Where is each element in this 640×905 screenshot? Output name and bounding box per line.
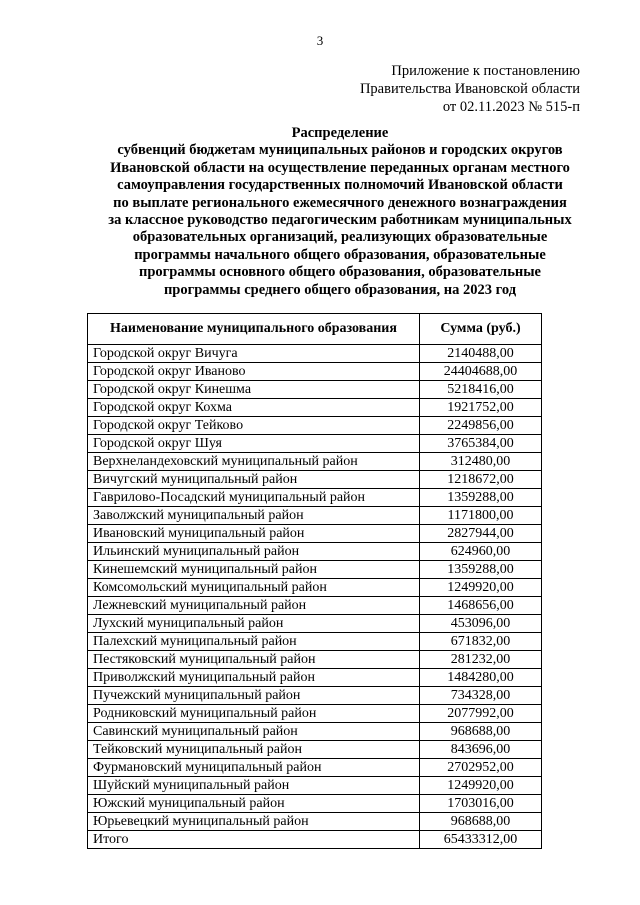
table-row [88, 705, 542, 723]
amount-value: 2077992,00 [420, 705, 542, 723]
municipality-name: Городской округ Тейково [88, 417, 420, 435]
table-row [88, 741, 542, 759]
municipality-name: Пучежский муниципальный район [88, 687, 420, 705]
amount-value: 671832,00 [420, 633, 542, 651]
amount-value: 1171800,00 [420, 507, 542, 525]
amount-value: 1218672,00 [420, 471, 542, 489]
heading-line: образовательных организаций, реализующих образовательные [132, 229, 548, 246]
table-row [88, 471, 542, 489]
appendix-line-2: Правительства Ивановской области [359, 81, 580, 97]
table-row [88, 687, 542, 705]
municipality-name: Гаврилово-Посадский муниципальный район [88, 489, 420, 507]
municipality-name: Шуйский муниципальный район [88, 777, 420, 795]
table-row [88, 363, 542, 381]
table-row [88, 561, 542, 579]
amount-value: 312480,00 [420, 453, 542, 471]
heading-line: программы основного общего образования, образовательные [139, 264, 541, 281]
amount-value: 1921752,00 [420, 399, 542, 417]
amount-value: 968688,00 [420, 723, 542, 741]
table-row [88, 453, 542, 471]
municipality-name: Палехский муниципальный район [88, 633, 420, 651]
table-row [88, 543, 542, 561]
amount-value: 2702952,00 [420, 759, 542, 777]
amount-value: 281232,00 [420, 651, 542, 669]
amount-value: 65433312,00 [420, 831, 542, 849]
table-row [88, 651, 542, 669]
table-row [88, 345, 542, 363]
table-row [88, 381, 542, 399]
municipality-name: Лежневский муниципальный район [88, 597, 420, 615]
amount-value: 1484280,00 [420, 669, 542, 687]
municipality-name: Ивановский муниципальный район [88, 525, 420, 543]
amount-value: 968688,00 [420, 813, 542, 831]
municipality-name: Пестяковский муниципальный район [88, 651, 420, 669]
amount-value: 1249920,00 [420, 777, 542, 795]
amount-value: 734328,00 [420, 687, 542, 705]
amount-value: 1249920,00 [420, 579, 542, 597]
table-row [88, 795, 542, 813]
table-row [88, 417, 542, 435]
municipality-name: Итого [88, 831, 420, 849]
heading-line: программы среднего общего образования, на 2023 год [163, 281, 517, 298]
municipality-name: Лухский муниципальный район [88, 615, 420, 633]
header-amount: Сумма (руб.) [420, 314, 542, 345]
municipality-name: Фурмановский муниципальный район [88, 759, 420, 777]
table-row [88, 723, 542, 741]
table-row [88, 507, 542, 525]
municipality-name: Комсомольский муниципальный район [88, 579, 420, 597]
table-total-row [88, 831, 542, 849]
municipality-name: Юрьевецкий муниципальный район [88, 813, 420, 831]
table-row [88, 435, 542, 453]
amount-value: 1468656,00 [420, 597, 542, 615]
table-row [88, 777, 542, 795]
amount-value: 2827944,00 [420, 525, 542, 543]
table-header-row [88, 314, 542, 345]
municipality-name: Приволжский муниципальный район [88, 669, 420, 687]
amount-value: 2249856,00 [420, 417, 542, 435]
heading-line: Ивановской области на осуществление переданных органам местного [110, 159, 570, 176]
municipality-name: Городской округ Кинешма [88, 381, 420, 399]
table-row [88, 399, 542, 417]
municipality-name: Родниковский муниципальный район [88, 705, 420, 723]
heading-line: субвенций бюджетам муниципальных районов и городских округов [117, 142, 563, 159]
heading-line: Распределение [291, 125, 389, 141]
table-row [88, 615, 542, 633]
table-row [88, 669, 542, 687]
appendix-line-3: от 02.11.2023 № 515-п [442, 99, 580, 115]
amount-value: 1703016,00 [420, 795, 542, 813]
heading-line: за классное руководство педагогическим работникам муниципальных [108, 212, 572, 229]
municipality-name: Кинешемский муниципальный район [88, 561, 420, 579]
amount-value: 24404688,00 [420, 363, 542, 381]
table-row [88, 759, 542, 777]
heading-line: самоуправления государственных полномочий Ивановской области [117, 177, 563, 194]
heading-line: программы начального общего образования, образовательные [134, 246, 546, 263]
appendix-line-1: Приложение к постановлению [391, 63, 580, 79]
table-row [88, 633, 542, 651]
municipality-name: Ильинский муниципальный район [88, 543, 420, 561]
municipality-name: Городской округ Шуя [88, 435, 420, 453]
municipality-name: Верхнеландеховский муниципальный район [88, 453, 420, 471]
document-heading [80, 125, 600, 299]
amount-value: 624960,00 [420, 543, 542, 561]
municipality-name: Заволжский муниципальный район [88, 507, 420, 525]
amount-value: 1359288,00 [420, 561, 542, 579]
amount-value: 5218416,00 [420, 381, 542, 399]
municipality-name: Тейковский муниципальный район [88, 741, 420, 759]
appendix-block [360, 62, 580, 116]
amount-value: 2140488,00 [420, 345, 542, 363]
header-municipality: Наименование муниципального образования [88, 314, 420, 345]
amount-value: 453096,00 [420, 615, 542, 633]
municipality-name: Южский муниципальный район [88, 795, 420, 813]
table-row [88, 597, 542, 615]
heading-line: по выплате регионального ежемесячного денежного вознаграждения [113, 194, 567, 211]
municipality-name: Городской округ Иваново [88, 363, 420, 381]
amount-value: 3765384,00 [420, 435, 542, 453]
amount-value: 843696,00 [420, 741, 542, 759]
table-row [88, 525, 542, 543]
distribution-table [87, 313, 542, 849]
municipality-name: Вичугский муниципальный район [88, 471, 420, 489]
municipality-name: Городской округ Кохма [88, 399, 420, 417]
page-number: 3 [316, 33, 324, 48]
table-row [88, 579, 542, 597]
amount-value: 1359288,00 [420, 489, 542, 507]
municipality-name: Савинский муниципальный район [88, 723, 420, 741]
municipality-name: Городской округ Вичуга [88, 345, 420, 363]
table-row [88, 489, 542, 507]
table-row [88, 813, 542, 831]
